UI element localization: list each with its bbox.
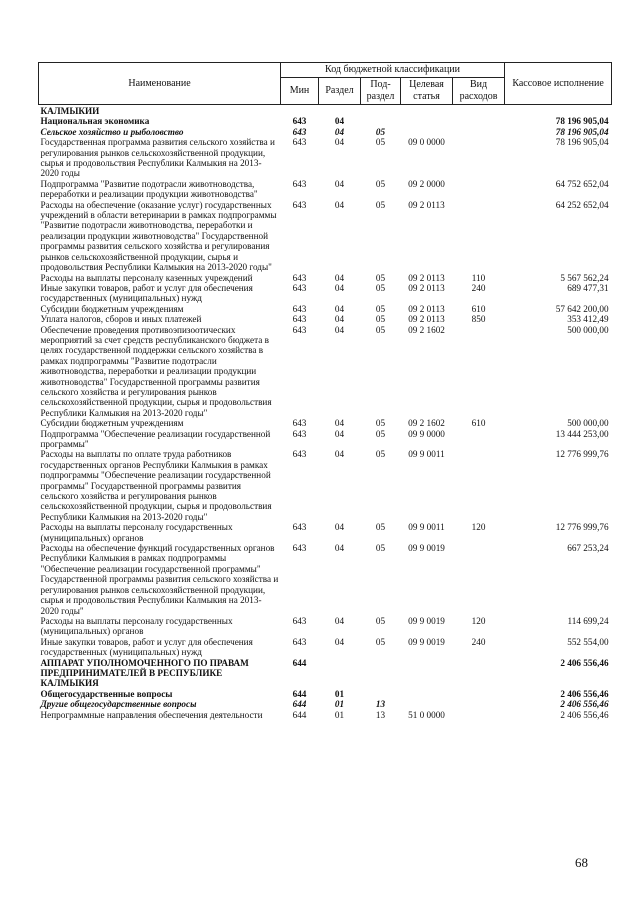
- table-row: [39, 418, 612, 428]
- row-name: Расходы на выплаты по оплате труда работников государственных органов Республики Калмыкия в рамках подпрограммы "Обеспечение реализации государственной программы" Государственной программы развития сельского хозяйства и регулирования рынков сельскохозяйственной продукции, сырья и продовольствия Республики Калмыкия на 2013-2020 годы": [40, 449, 272, 522]
- table-row: [39, 200, 612, 273]
- row-name: Государственная программа развития сельского хозяйства и регулирования рынков сельскохозяйственной продукции, сырья и продовольствия Республики Калмыкия на 2013-2020 годы: [40, 137, 275, 179]
- row-vid: [453, 449, 505, 522]
- row-name: Субсидии бюджетным учреждениям: [40, 418, 184, 429]
- row-amount: 64 752 652,04: [555, 178, 609, 189]
- row-name: Подпрограмма "Обеспечение реализации государственной программы": [40, 428, 271, 449]
- table-row: [39, 449, 612, 522]
- row-min: 643: [292, 449, 307, 460]
- row-vid: 610: [471, 303, 486, 314]
- row-amount: 13 444 253,00: [555, 428, 609, 439]
- table-row: [39, 137, 612, 179]
- row-min: 643: [292, 324, 307, 335]
- row-razdel: 04: [334, 615, 345, 626]
- row-min: 644: [292, 709, 307, 720]
- row-min: 643: [292, 137, 307, 148]
- row-vid: 120: [471, 615, 486, 626]
- row-name: Сельское хозяйство и рыболовство: [40, 126, 184, 137]
- row-min: 643: [292, 428, 307, 439]
- row-podrazdel: 05: [375, 636, 386, 647]
- row-vid: [453, 179, 505, 200]
- row-name: Подпрограмма "Развитие подотрасли животноводства, переработки и реализации продукции животноводства": [40, 178, 258, 200]
- row-amount: 500 000,00: [567, 324, 609, 335]
- row-name: Национальная экономика: [40, 116, 150, 127]
- table-row: [39, 283, 612, 304]
- row-name: АППАРАТ УПОЛНОМОЧЕННОГО ПО ПРАВАМ ПРЕДПРИНИМАТЕЛЕЙ В РЕСПУБЛИКЕ КАЛМЫКИЯ: [40, 657, 249, 689]
- row-target: 09 2 0000: [408, 178, 445, 189]
- row-vid: 610: [471, 418, 486, 429]
- row-podrazdel: 05: [375, 615, 386, 626]
- row-target: 09 9 0011: [408, 522, 445, 533]
- row-razdel: 04: [334, 303, 345, 314]
- row-target: [401, 658, 453, 689]
- row-razdel: 04: [334, 272, 345, 283]
- row-amount: 78 196 905,04: [555, 116, 609, 127]
- row-podrazdel: 13: [375, 709, 386, 720]
- budget-execution-table: [38, 62, 612, 720]
- table-row: [39, 616, 612, 637]
- row-target: 09 2 1602: [408, 418, 445, 429]
- row-name: Иные закупки товаров, работ и услуг для обеспечения государственных (муниципальных) нужд: [40, 282, 253, 304]
- row-target: [401, 127, 453, 137]
- row-name: Иные закупки товаров, работ и услуг для обеспечения государственных (муниципальных) нужд: [40, 636, 253, 658]
- row-razdel: [319, 658, 361, 689]
- row-podrazdel: 05: [375, 428, 386, 439]
- row-podrazdel: 05: [375, 324, 386, 335]
- table-row: [39, 273, 612, 283]
- header-target: Целевая статья: [401, 78, 453, 105]
- row-min: 643: [292, 303, 307, 314]
- row-name: Расходы на обеспечение функций государственных органов Республики Калмыкия в рамках подпрограммы "Обеспечение реализации государственной программы" Государственной программы развития сельского хозяйства и регулирования рынков сельскохозяйственной продукции, сырья и продовольствия Республики Калмыкия на 2013-2020 годы": [40, 543, 279, 616]
- row-amount: 2 406 556,46: [560, 688, 609, 699]
- row-razdel: 04: [334, 178, 345, 189]
- row-podrazdel: 05: [375, 126, 386, 137]
- row-vid: 850: [471, 314, 486, 325]
- row-amount: 2 406 556,46: [560, 657, 609, 668]
- row-target: 09 2 0113: [408, 272, 445, 283]
- header-cash-execution: Кассовое исполнение: [505, 63, 612, 105]
- row-vid: [453, 325, 505, 419]
- row-name: Расходы на выплаты персоналу казенных учреждений: [40, 272, 253, 283]
- table-row: [39, 314, 612, 324]
- row-vid: [453, 658, 505, 689]
- row-razdel: 04: [334, 314, 345, 325]
- row-target: 09 9 0019: [408, 636, 445, 647]
- row-vid: 120: [471, 522, 486, 533]
- row-razdel: [319, 105, 361, 117]
- row-vid: 240: [471, 282, 486, 293]
- row-amount: 353 412,49: [567, 314, 609, 325]
- row-razdel: 04: [334, 428, 345, 439]
- row-razdel: 04: [334, 282, 345, 293]
- row-razdel: 01: [334, 709, 345, 720]
- row-amount: 78 196 905,04: [555, 126, 609, 137]
- table-row: [39, 710, 612, 720]
- row-target: [401, 116, 453, 126]
- row-podrazdel: [361, 105, 401, 117]
- page-number: 68: [575, 855, 588, 870]
- row-min: 643: [292, 522, 307, 533]
- row-vid: 110: [471, 272, 486, 283]
- table-row: [39, 325, 612, 419]
- row-amount: 2 406 556,46: [560, 699, 609, 710]
- row-vid: [453, 699, 505, 709]
- row-razdel: 04: [334, 418, 345, 429]
- row-target: [401, 689, 453, 699]
- row-vid: [453, 543, 505, 616]
- row-razdel: 04: [334, 116, 345, 127]
- row-name: Расходы на выплаты персоналу государственных (муниципальных) органов: [40, 522, 233, 543]
- row-target: 09 2 0113: [408, 314, 445, 325]
- table-row: [39, 304, 612, 314]
- row-razdel: 04: [334, 324, 345, 335]
- row-target: 09 9 0011: [408, 449, 445, 460]
- row-min: 643: [292, 543, 307, 554]
- row-min: 643: [292, 418, 307, 429]
- row-podrazdel: 05: [375, 522, 386, 533]
- row-amount: 114 699,24: [567, 615, 609, 626]
- row-name: Обеспечение проведения противоэпизоотических мероприятий за счет средств республиканского бюджета в целях государственной поддержки сельского хозяйства в рамках подпрограммы "Развитие подотрасли животноводства, переработки и реализации продукции животноводства" Государственной программы развития сельского хозяйства и регулирования рынков сельскохозяйственной продукции, сырья и продовольствия Республики Калмыкия на 2013-2020 годы": [40, 324, 272, 418]
- table-row: [39, 689, 612, 699]
- header-classification-group: Код бюджетной классификации: [281, 63, 505, 78]
- header-name: Наименование: [39, 63, 281, 105]
- row-min: 644: [292, 688, 307, 699]
- table-row: [39, 116, 612, 126]
- row-podrazdel: 05: [375, 282, 386, 293]
- row-podrazdel: 05: [375, 303, 386, 314]
- table-row: [39, 179, 612, 200]
- header-vid: Вид расходов: [453, 78, 505, 105]
- row-min: 643: [292, 116, 307, 127]
- table-header: [39, 63, 612, 105]
- row-min: 643: [292, 282, 307, 293]
- row-name: Расходы на обеспечение (оказание услуг) государственных учреждений в области ветеринарии в рамках подпрограммы "Развитие подотрасли животноводства, переработки и реализации продукции животноводства" Государственной программы развития сельского хозяйства и регулирования рынков сельскохозяйственной продукции, сырья и продовольствия Республики Калмыкия на 2013-2020 годы": [40, 199, 277, 273]
- row-min: 643: [292, 615, 307, 626]
- table-row: [39, 699, 612, 709]
- row-target: 09 2 0113: [408, 199, 445, 210]
- row-razdel: 04: [334, 199, 345, 210]
- row-amount: 78 196 905,04: [555, 137, 609, 148]
- row-vid: 240: [471, 636, 486, 647]
- row-name: Расходы на выплаты персоналу государственных (муниципальных) органов: [40, 615, 233, 637]
- budget-table-page: [38, 62, 611, 720]
- row-podrazdel: 05: [375, 272, 386, 283]
- row-amount: 667 253,24: [567, 543, 609, 554]
- row-amount: 5 567 562,24: [560, 272, 609, 283]
- row-razdel: 04: [334, 449, 345, 460]
- row-amount: 552 554,00: [567, 636, 609, 647]
- row-podrazdel: 05: [375, 418, 386, 429]
- row-target: 09 2 0113: [408, 303, 445, 314]
- row-name: КАЛМЫКИИ: [40, 106, 100, 116]
- row-target: 09 2 0113: [408, 282, 445, 293]
- row-target: [401, 699, 453, 709]
- row-name: Общегосударственные вопросы: [40, 688, 173, 699]
- table-row: [39, 637, 612, 658]
- row-min: 643: [292, 199, 307, 210]
- table-body: [39, 105, 612, 720]
- header-razdel: Раздел: [319, 78, 361, 105]
- row-amount: 12 776 999,76: [555, 522, 609, 533]
- row-target: 09 9 0019: [408, 543, 445, 554]
- row-amount: 2 406 556,46: [560, 709, 609, 720]
- table-row: [39, 522, 612, 543]
- row-podrazdel: [361, 689, 401, 699]
- row-name: Субсидии бюджетным учреждениям: [40, 303, 184, 314]
- header-podrazdel: Под- раздел: [361, 78, 401, 105]
- row-min: 643: [292, 636, 307, 647]
- row-vid: [453, 689, 505, 699]
- table-row: [39, 658, 612, 689]
- row-podrazdel: 05: [375, 314, 386, 325]
- row-podrazdel: 05: [375, 199, 386, 210]
- row-vid: [453, 200, 505, 273]
- row-podrazdel: 05: [375, 178, 386, 189]
- row-min: [281, 105, 319, 117]
- row-podrazdel: 05: [375, 449, 386, 460]
- row-target: 09 9 0000: [408, 428, 445, 439]
- table-row: [39, 105, 612, 117]
- row-razdel: 04: [334, 543, 345, 554]
- row-razdel: 04: [334, 522, 345, 533]
- row-amount: 64 252 652,04: [555, 199, 609, 210]
- row-podrazdel: 05: [375, 543, 386, 554]
- row-amount: 12 776 999,76: [555, 449, 609, 460]
- row-amount: [505, 105, 612, 117]
- row-name: Непрограммные направления обеспечения деятельности: [40, 709, 263, 720]
- row-podrazdel: [361, 658, 401, 689]
- row-vid: [453, 710, 505, 720]
- row-vid: [453, 127, 505, 137]
- row-min: 643: [292, 272, 307, 283]
- table-row: [39, 429, 612, 450]
- row-target: 51 0 0000: [408, 709, 445, 720]
- row-razdel: 04: [334, 137, 345, 148]
- row-podrazdel: 05: [375, 137, 386, 148]
- row-razdel: 01: [334, 699, 345, 710]
- row-min: 643: [292, 178, 307, 189]
- table-row: [39, 127, 612, 137]
- row-podrazdel: [361, 116, 401, 126]
- row-amount: 57 642 200,00: [555, 303, 609, 314]
- row-razdel: 04: [334, 636, 345, 647]
- row-vid: [453, 105, 505, 117]
- row-vid: [453, 429, 505, 450]
- row-target: 09 2 1602: [408, 324, 445, 335]
- row-target: 09 9 0019: [408, 615, 445, 626]
- row-min: 644: [292, 657, 307, 668]
- row-target: 09 0 0000: [408, 137, 445, 148]
- header-min: Мин: [281, 78, 319, 105]
- row-min: 643: [292, 126, 307, 137]
- row-name: Уплата налогов, сборов и иных платежей: [40, 314, 202, 325]
- row-razdel: 01: [334, 688, 345, 699]
- row-min: 644: [292, 699, 307, 710]
- row-vid: [453, 137, 505, 179]
- table-row: [39, 543, 612, 616]
- row-min: 643: [292, 314, 307, 325]
- row-vid: [453, 116, 505, 126]
- row-podrazdel: 13: [375, 699, 386, 710]
- row-target: [401, 105, 453, 117]
- row-amount: 689 477,31: [567, 282, 609, 293]
- row-name: Другие общегосударственные вопросы: [40, 699, 197, 710]
- row-razdel: 04: [334, 126, 345, 137]
- row-amount: 500 000,00: [567, 418, 609, 429]
